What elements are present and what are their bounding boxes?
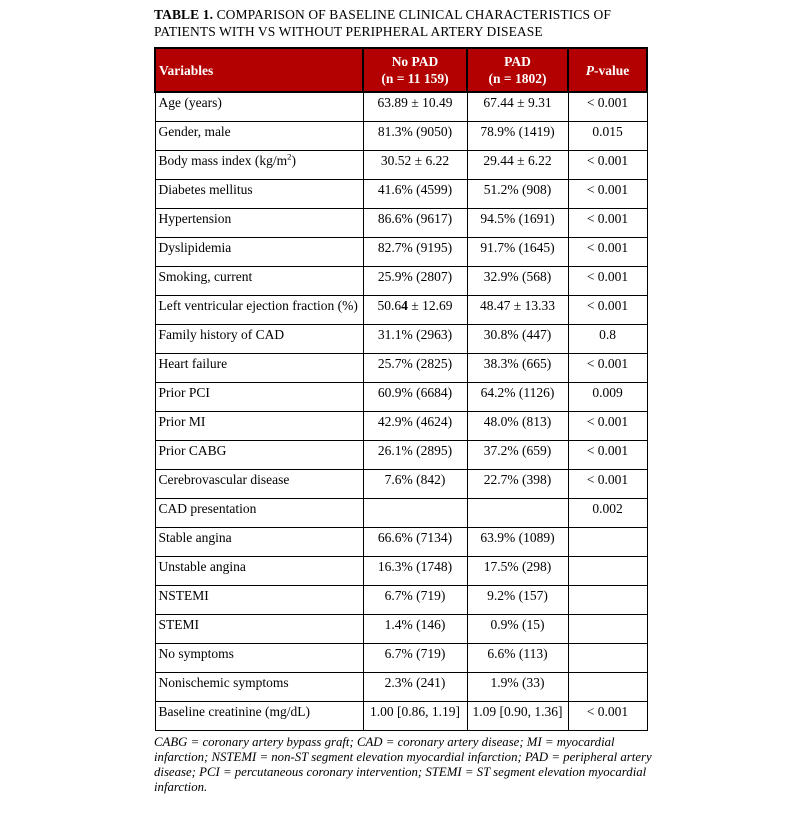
row-label-cell: Prior MI bbox=[155, 411, 363, 440]
p-value-cell: < 0.001 bbox=[568, 295, 647, 324]
row-label-cell: Unstable angina bbox=[155, 556, 363, 585]
table-row bbox=[155, 121, 647, 150]
row-label-cell: Prior CABG bbox=[155, 440, 363, 469]
p-value-cell: < 0.001 bbox=[568, 266, 647, 295]
pad-value-cell: 48.0% (813) bbox=[467, 411, 568, 440]
p-value-cell bbox=[568, 614, 647, 643]
pad-value-cell: 37.2% (659) bbox=[467, 440, 568, 469]
pad-value-cell: 94.5% (1691) bbox=[467, 208, 568, 237]
pad-value-cell: 67.44 ± 9.31 bbox=[467, 92, 568, 121]
table-row bbox=[155, 527, 647, 556]
row-label-cell: Dyslipidemia bbox=[155, 237, 363, 266]
p-value-cell: < 0.001 bbox=[568, 440, 647, 469]
pad-value-cell: 17.5% (298) bbox=[467, 556, 568, 585]
no-pad-value-cell: 2.3% (241) bbox=[363, 672, 467, 701]
table-row bbox=[155, 179, 647, 208]
table-row bbox=[155, 266, 647, 295]
column-header-variables bbox=[155, 48, 363, 92]
p-value-cell: 0.8 bbox=[568, 324, 647, 353]
table-title-label: TABLE 1. bbox=[154, 7, 214, 22]
row-label-cell: STEMI bbox=[155, 614, 363, 643]
table-row bbox=[155, 150, 647, 179]
row-label-cell: Age (years) bbox=[155, 92, 363, 121]
row-label-cell: Body mass index $(kg/m^2)$ bbox=[155, 150, 363, 179]
row-label-cell: Stable angina bbox=[155, 527, 363, 556]
no-pad-value-cell: 1.4% (146) bbox=[363, 614, 467, 643]
row-label-cell: CAD presentation bbox=[155, 498, 363, 527]
no-pad-value-cell: 82.7% (9195) bbox=[363, 237, 467, 266]
no-pad-value-cell: 25.7% (2825) bbox=[363, 353, 467, 382]
no-pad-value-cell: 7.6% (842) bbox=[363, 469, 467, 498]
table-row bbox=[155, 411, 647, 440]
column-header-line: PAD bbox=[504, 54, 531, 69]
column-header-line: P-value bbox=[585, 62, 630, 78]
table-row bbox=[155, 556, 647, 585]
no-pad-value-cell bbox=[363, 498, 467, 527]
p-value-cell: < 0.001 bbox=[568, 469, 647, 498]
p-value-cell: < 0.001 bbox=[568, 237, 647, 266]
table-row bbox=[155, 295, 647, 324]
pad-value-cell: 38.3% (665) bbox=[467, 353, 568, 382]
pad-value-cell: 51.2% (908) bbox=[467, 179, 568, 208]
table-row bbox=[155, 237, 647, 266]
column-header-no_pad bbox=[363, 48, 467, 92]
pad-value-cell: 48.47 ± 13.33 bbox=[467, 295, 568, 324]
table-row bbox=[155, 643, 647, 672]
no-pad-value-cell: 6.7% (719) bbox=[363, 643, 467, 672]
table-row bbox=[155, 469, 647, 498]
pad-value-cell: 91.7% (1645) bbox=[467, 237, 568, 266]
pad-value-cell bbox=[467, 498, 568, 527]
pad-value-cell: 64.2% (1126) bbox=[467, 382, 568, 411]
column-header-line: (n = 11 159) bbox=[381, 71, 449, 86]
table-row bbox=[155, 614, 647, 643]
no-pad-value-cell: 1.00 [0.86, 1.19] bbox=[363, 701, 467, 730]
p-value-cell: 0.002 bbox=[568, 498, 647, 527]
row-label-cell: Hypertension bbox=[155, 208, 363, 237]
column-header-line: No PAD bbox=[391, 54, 439, 69]
baseline-characteristics-table bbox=[154, 47, 648, 731]
row-label-cell: Left ventricular ejection fraction (%) bbox=[155, 295, 363, 324]
p-value-cell: < 0.001 bbox=[568, 353, 647, 382]
p-value-cell: < 0.001 bbox=[568, 92, 647, 121]
no-pad-value-cell: 50.64 ± 12.69 bbox=[363, 295, 467, 324]
column-header-line: Variables bbox=[159, 62, 214, 78]
no-pad-value-cell: 81.3% (9050) bbox=[363, 121, 467, 150]
table-row bbox=[155, 440, 647, 469]
no-pad-value-cell: 86.6% (9617) bbox=[363, 208, 467, 237]
row-label-cell: Nonischemic symptoms bbox=[155, 672, 363, 701]
no-pad-value-cell: 42.9% (4624) bbox=[363, 411, 467, 440]
pad-value-cell: 1.9% (33) bbox=[467, 672, 568, 701]
p-value-cell: 0.009 bbox=[568, 382, 647, 411]
table-row bbox=[155, 498, 647, 527]
row-label-cell: Baseline creatinine (mg/dL) bbox=[155, 701, 363, 730]
p-value-cell: 0.015 bbox=[568, 121, 647, 150]
column-header-p_value bbox=[568, 48, 647, 92]
no-pad-value-cell: 66.6% (7134) bbox=[363, 527, 467, 556]
row-label-cell: Gender, male bbox=[155, 121, 363, 150]
no-pad-value-cell: 41.6% (4599) bbox=[363, 179, 467, 208]
p-value-cell: < 0.001 bbox=[568, 701, 647, 730]
row-label-cell: Diabetes mellitus bbox=[155, 179, 363, 208]
no-pad-value-cell: 30.52 ± 6.22 bbox=[363, 150, 467, 179]
no-pad-value-cell: 60.9% (6684) bbox=[363, 382, 467, 411]
table-body bbox=[155, 92, 647, 730]
table-title bbox=[154, 7, 646, 40]
row-label-cell: Family history of CAD bbox=[155, 324, 363, 353]
p-value-cell bbox=[568, 527, 647, 556]
p-value-cell bbox=[568, 585, 647, 614]
pad-value-cell: 22.7% (398) bbox=[467, 469, 568, 498]
pad-value-cell: 6.6% (113) bbox=[467, 643, 568, 672]
pad-value-cell: 1.09 [0.90, 1.36] bbox=[467, 701, 568, 730]
table-row bbox=[155, 324, 647, 353]
no-pad-value-cell: 16.3% (1748) bbox=[363, 556, 467, 585]
table-row bbox=[155, 382, 647, 411]
table-row bbox=[155, 672, 647, 701]
pad-value-cell: 29.44 ± 6.22 bbox=[467, 150, 568, 179]
row-label-cell: NSTEMI bbox=[155, 585, 363, 614]
p-value-cell: < 0.001 bbox=[568, 208, 647, 237]
page-content bbox=[154, 7, 652, 796]
no-pad-value-cell: 31.1% (2963) bbox=[363, 324, 467, 353]
no-pad-value-cell: 6.7% (719) bbox=[363, 585, 467, 614]
pad-value-cell: 32.9% (568) bbox=[467, 266, 568, 295]
no-pad-value-cell: 25.9% (2807) bbox=[363, 266, 467, 295]
table-row bbox=[155, 92, 647, 121]
pad-value-cell: 63.9% (1089) bbox=[467, 527, 568, 556]
row-label-cell: Smoking, current bbox=[155, 266, 363, 295]
table-row bbox=[155, 208, 647, 237]
p-value-cell: < 0.001 bbox=[568, 411, 647, 440]
table-row bbox=[155, 585, 647, 614]
p-value-cell bbox=[568, 672, 647, 701]
p-value-cell bbox=[568, 556, 647, 585]
abbreviations-footnote: CABG = coronary artery bypass graft; CAD = coronary artery disease; MI = myocardial infarction; NSTEMI = non-ST segment elevation myocardial infarction; PAD = peripheral artery disease; PCI = percutaneous coronary intervention; STEMI = ST segment elevation myocardial infarction. bbox=[154, 734, 652, 795]
no-pad-value-cell: 63.89 ± 10.49 bbox=[363, 92, 467, 121]
p-value-cell: < 0.001 bbox=[568, 150, 647, 179]
column-header-line: (n = 1802) bbox=[488, 71, 547, 86]
row-label-cell: Heart failure bbox=[155, 353, 363, 382]
pad-value-cell: 9.2% (157) bbox=[467, 585, 568, 614]
no-pad-value-cell: 26.1% (2895) bbox=[363, 440, 467, 469]
column-header-pad bbox=[467, 48, 568, 92]
pad-value-cell: 78.9% (1419) bbox=[467, 121, 568, 150]
row-label-cell: Cerebrovascular disease bbox=[155, 469, 363, 498]
p-value-cell bbox=[568, 643, 647, 672]
table-title-text: COMPARISON OF BASELINE CLINICAL CHARACTERISTICS OF PATIENTS WITH VS WITHOUT PERIPHERAL ARTERY DISEASE bbox=[154, 7, 611, 39]
p-value-cell: < 0.001 bbox=[568, 179, 647, 208]
table-row bbox=[155, 353, 647, 382]
row-label-cell: No symptoms bbox=[155, 643, 363, 672]
pad-value-cell: 0.9% (15) bbox=[467, 614, 568, 643]
row-label-cell: Prior PCI bbox=[155, 382, 363, 411]
pad-value-cell: 30.8% (447) bbox=[467, 324, 568, 353]
table-row bbox=[155, 701, 647, 730]
header-row bbox=[155, 48, 647, 92]
